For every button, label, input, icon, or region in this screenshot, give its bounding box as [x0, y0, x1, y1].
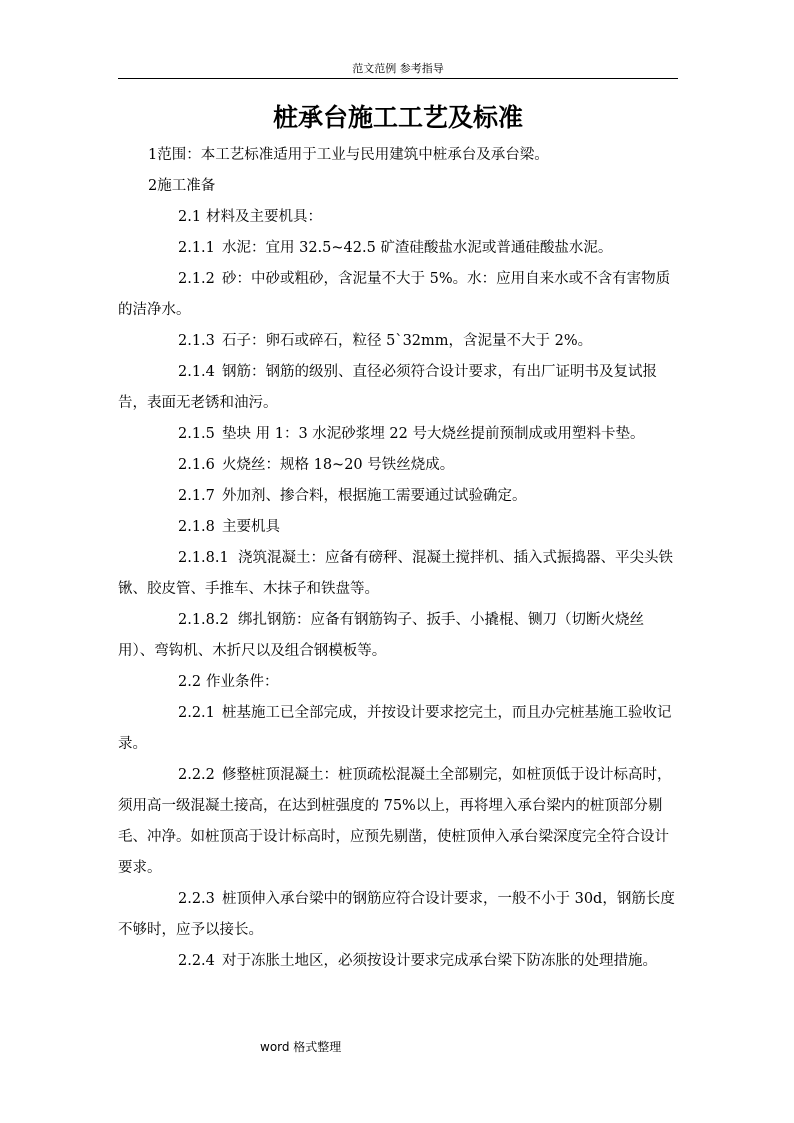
- paragraph: [118, 326, 678, 357]
- paragraph-text: 对于冻胀土地区，必须按设计要求完成承台梁下防冻胀的处理措施。: [222, 953, 657, 969]
- document-body: [118, 140, 678, 977]
- page-header: 范文范例 参考指导: [352, 62, 444, 75]
- paragraph: [118, 946, 678, 977]
- page-footer: word 格式整理: [260, 1040, 342, 1054]
- clause-number: 2.1.5: [178, 426, 215, 442]
- clause-number: 2.2.4: [178, 953, 215, 969]
- paragraph-text: 1范围：本工艺标准适用于工业与民用建筑中桩承台及承台梁。: [148, 147, 549, 163]
- paragraph-text: 主要机具: [222, 519, 280, 535]
- paragraph-text: 火烧丝：规格 18~20 号铁丝烧成。: [222, 457, 455, 473]
- clause-number: 2.1.8.2: [178, 612, 229, 628]
- paragraph: [118, 357, 678, 419]
- clause-number: 2.2.1: [178, 705, 215, 721]
- paragraph-text: 桩基施工已全部完成，并按设计要求挖完土，而且办完桩基施工验收记录。: [118, 705, 672, 752]
- paragraph-text: 垫块 用 1：3 水泥砂浆埋 22 号大烧丝提前预制成或用塑料卡垫。: [222, 426, 645, 442]
- paragraph-text: 作业条件：: [206, 674, 279, 690]
- paragraph: [118, 605, 678, 667]
- paragraph-text: 石子：卵石或碎石，粒径 5`32mm，含泥量不大于 2%。: [222, 333, 593, 349]
- paragraph: [118, 481, 678, 512]
- clause-number: 2.2.2: [178, 767, 215, 783]
- clause-number: 2.1.2: [178, 271, 215, 287]
- paragraph-text: 绑扎钢筋：应备有钢筋钩子、扳手、小撬棍、铡刀（切断火烧丝用）、弯钩机、木折尺以及组合钢模板等。: [118, 612, 644, 659]
- paragraph-text: 浇筑混凝土：应备有磅秤、混凝土搅拌机、插入式振捣器、平尖头铁锹、胶皮管、手推车、木抹子和铁盘等。: [118, 550, 673, 597]
- paragraph-text: 钢筋：钢筋的级别、直径必须符合设计要求，有出厂证明书及复试报告，表面无老锈和油污。: [118, 364, 657, 411]
- paragraph: [118, 202, 678, 233]
- clause-number: 2.1.4: [178, 364, 215, 380]
- paragraph: [118, 233, 678, 264]
- paragraph: [118, 140, 678, 171]
- clause-number: 2.1.6: [178, 457, 215, 473]
- paragraph-text: 砂：中砂或粗砂，含泥量不大于 5%。水：应用自来水或不含有害物质的洁净水。: [118, 271, 671, 318]
- clause-number: 2.1.1: [178, 240, 215, 256]
- paragraph: [118, 760, 678, 884]
- clause-number: 2.2: [178, 674, 202, 690]
- paragraph-text: 水泥：宜用 32.5~42.5 矿渣硅酸盐水泥或普通硅酸盐水泥。: [222, 240, 613, 256]
- clause-number: 2.1.8: [178, 519, 215, 535]
- paragraph: [118, 450, 678, 481]
- paragraph: [118, 698, 678, 760]
- paragraph: [118, 667, 678, 698]
- paragraph-text: 修整桩顶混凝土：桩顶疏松混凝土全部剔完，如桩顶低于设计标高时，须用高一级混凝土接高，在达到桩强度的 75%以上，再将埋入承台梁内的桩顶部分剔毛、冲净。如桩顶高于设计标高时，应预先剔凿，使桩顶伸入承台梁深度完全符合设计要求。: [118, 767, 672, 876]
- paragraph: [118, 512, 678, 543]
- clause-number: 2.1.7: [178, 488, 215, 504]
- paragraph-text: 材料及主要机具：: [206, 209, 322, 225]
- clause-number: 2.2.3: [178, 891, 215, 907]
- paragraph: [118, 264, 678, 326]
- clause-number: 2.1.3: [178, 333, 215, 349]
- document-title: 桩承台施工工艺及标准: [272, 103, 523, 132]
- paragraph-text: 外加剂、掺合料，根据施工需要通过试验确定。: [222, 488, 527, 504]
- paragraph: [118, 543, 678, 605]
- paragraph-text: 2施工准备: [148, 178, 216, 194]
- paragraph: [118, 419, 678, 450]
- paragraph: [118, 884, 678, 946]
- paragraph: [118, 171, 678, 202]
- paragraph-text: 桩顶伸入承台梁中的钢筋应符合设计要求，一般不小于 30d，钢筋长度不够时，应予以接长。: [118, 891, 675, 938]
- clause-number: 2.1: [178, 209, 202, 225]
- clause-number: 2.1.8.1: [178, 550, 229, 566]
- header-divider: [118, 78, 678, 79]
